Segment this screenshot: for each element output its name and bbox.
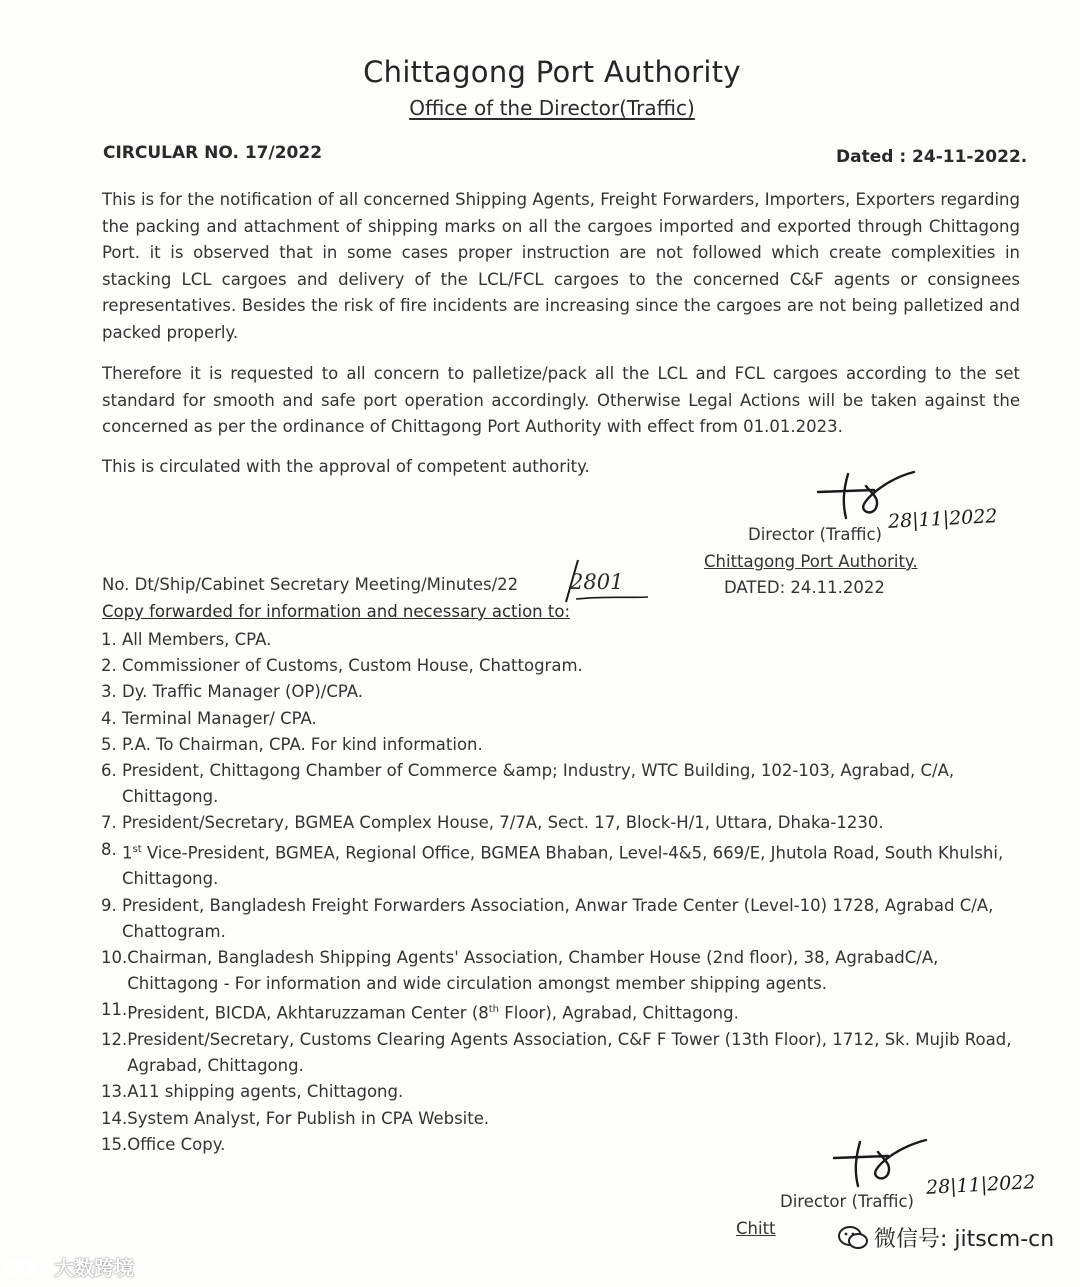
office-name: Office of the Director(Traffic): [409, 96, 695, 120]
handwritten-date-1: 28|11|2022: [887, 505, 999, 533]
list-item: [101, 997, 1021, 1027]
list-text-prefix: President, BICDA, Akhtaruzzaman Center (8: [127, 1003, 489, 1023]
list-text: Commissioner of Customs, Custom House, Chattogram.: [122, 656, 583, 676]
list-text: All Members, CPA.: [122, 630, 272, 649]
list-item: [101, 653, 1021, 679]
list-number: 12.: [101, 1030, 128, 1050]
signatory-organization-1: Chittagong Port Authority.: [704, 552, 918, 571]
list-item: [101, 810, 1021, 836]
list-number: 10.: [101, 947, 128, 967]
body-paragraph-3: This is circulated with the approval of competent authority.: [102, 457, 590, 476]
list-text: Chairman, Bangladesh Shipping Agents' Association, Chamber House (2nd floor), 38, AgrabadC/A, Chittagong - For information and wide circulation amongst member shipping agents.: [127, 947, 939, 994]
list-item: [101, 627, 1021, 653]
document-subtitle: [0, 96, 1080, 120]
list-text: P.A. To Chairman, CPA. For kind information.: [122, 734, 483, 754]
ordinal-suffix: st: [132, 843, 142, 855]
recipient-list: [101, 627, 1021, 1158]
handwritten-underline: [574, 594, 654, 604]
memo-handwritten-number: 2801: [570, 570, 624, 594]
list-item: [101, 945, 1021, 997]
body-paragraph-2: Therefore it is requested to all concern to palletize/pack all the LCL and FCL cargoes according to the set standard for smooth and safe port operation accordingly. Otherwise Legal Actions will be taken against the concerned as per the ordinance of Chittagong Port Authority with effect from 01.01.2023.: [102, 364, 1020, 436]
list-text: President/Secretary, Customs Clearing Agents Association, C&F F Tower (13th Floor), 1712, Sk. Mujib Road, Agrabad, Chittagong.: [127, 1030, 1012, 1076]
watermark-left-text: 大数跨境: [54, 1256, 134, 1280]
list-text-prefix: 1: [122, 843, 133, 863]
list-number: 4.: [101, 708, 117, 728]
list-text: A11 shipping agents, Chittagong.: [127, 1082, 404, 1102]
list-number: 1.: [101, 630, 117, 649]
signatory-organization-2: Chitt: [736, 1219, 776, 1238]
list-text-body: Floor), Agrabad, Chittagong.: [499, 1003, 739, 1023]
list-text: President, Chittagong Chamber of Commerce &amp; Industry, WTC Building, 102-103, Agrabad, C/A, Chittagong.: [122, 761, 955, 807]
list-number: 15.: [101, 1134, 128, 1154]
list-number: 11.: [101, 1000, 128, 1020]
list-text: Office Copy.: [127, 1134, 226, 1154]
circular-number: CIRCULAR NO. 17/2022: [103, 143, 323, 163]
list-item: [101, 706, 1021, 732]
list-text-body: Vice-President, BGMEA, Regional Office, BGMEA Bhaban, Level-4&5, 669/E, Jhutola Road, South Khulshi, Chittagong.: [122, 843, 1004, 889]
watermark-left: [4, 1252, 134, 1281]
list-text: Terminal Manager/ CPA.: [122, 708, 317, 728]
document-title: Chittagong Port Authority: [363, 55, 741, 89]
body-paragraph-1: This is for the notification of all concerned Shipping Agents, Freight Forwarders, Importers, Exporters regarding the packing and attachment of shipping marks on all the cargoes imported and exported through Chittagong Port. it is observed that in some cases proper instruction are not followed which create complexities in stacking LCL cargoes and delivery of the LCL/FCL cargoes to the concerned C&F agents or consignees representatives. Besides the risk of fire incidents are increasing since the cargoes are not being palletized and packed properly.: [102, 190, 1020, 342]
brand-logo-icon: [4, 1256, 50, 1278]
memo-number: No. Dt/Ship/Cabinet Secretary Meeting/Minutes/22: [102, 575, 519, 594]
watermark-right: [838, 1222, 1054, 1253]
list-item: [101, 837, 1021, 893]
list-text: President/Secretary, BGMEA Complex House, 7/7A, Sect. 17, Block-H/1, Uttara, Dhaka-1230.: [122, 813, 884, 833]
list-number: 2.: [101, 656, 117, 676]
list-item: [101, 732, 1021, 758]
list-text: [122, 837, 1021, 893]
list-item: [101, 1106, 1021, 1132]
list-text: President, Bangladesh Freight Forwarders Association, Anwar Trade Center (Level-10) 1728, Agrabad C/A, Chattogram.: [122, 895, 994, 941]
list-text: System Analyst, For Publish in CPA Website.: [127, 1108, 490, 1128]
list-number: 3.: [101, 682, 117, 702]
signatory-date-1: DATED: 24.11.2022: [724, 578, 885, 597]
signatory-title-1: Director (Traffic): [748, 525, 882, 544]
list-number: 7.: [101, 813, 117, 833]
list-text: [127, 997, 1021, 1027]
list-text: Dy. Traffic Manager (OP)/CPA.: [122, 682, 364, 702]
list-number: 14.: [101, 1108, 128, 1128]
list-item: [101, 1027, 1021, 1079]
copy-forwarded-heading: Copy forwarded for information and necessary action to:: [102, 602, 571, 621]
list-number: 9.: [101, 895, 117, 915]
signatory-title-2: Director (Traffic): [780, 1192, 914, 1211]
list-item: [101, 1079, 1021, 1105]
list-item: [101, 893, 1021, 945]
list-item: [101, 758, 1021, 810]
list-number: 13.: [101, 1082, 128, 1102]
wechat-icon: [838, 1225, 868, 1251]
watermark-right-text: 微信号: jitscm-cn: [874, 1227, 1055, 1252]
list-number: 8.: [101, 839, 117, 859]
list-number: 5.: [101, 734, 117, 754]
handwritten-date-2: 28|11|2022: [925, 1171, 1037, 1199]
ordinal-suffix: th: [488, 1004, 500, 1016]
list-number: 6.: [101, 761, 117, 781]
circular-date: Dated : 24-11-2022.: [836, 147, 1028, 167]
list-item: [101, 679, 1021, 705]
